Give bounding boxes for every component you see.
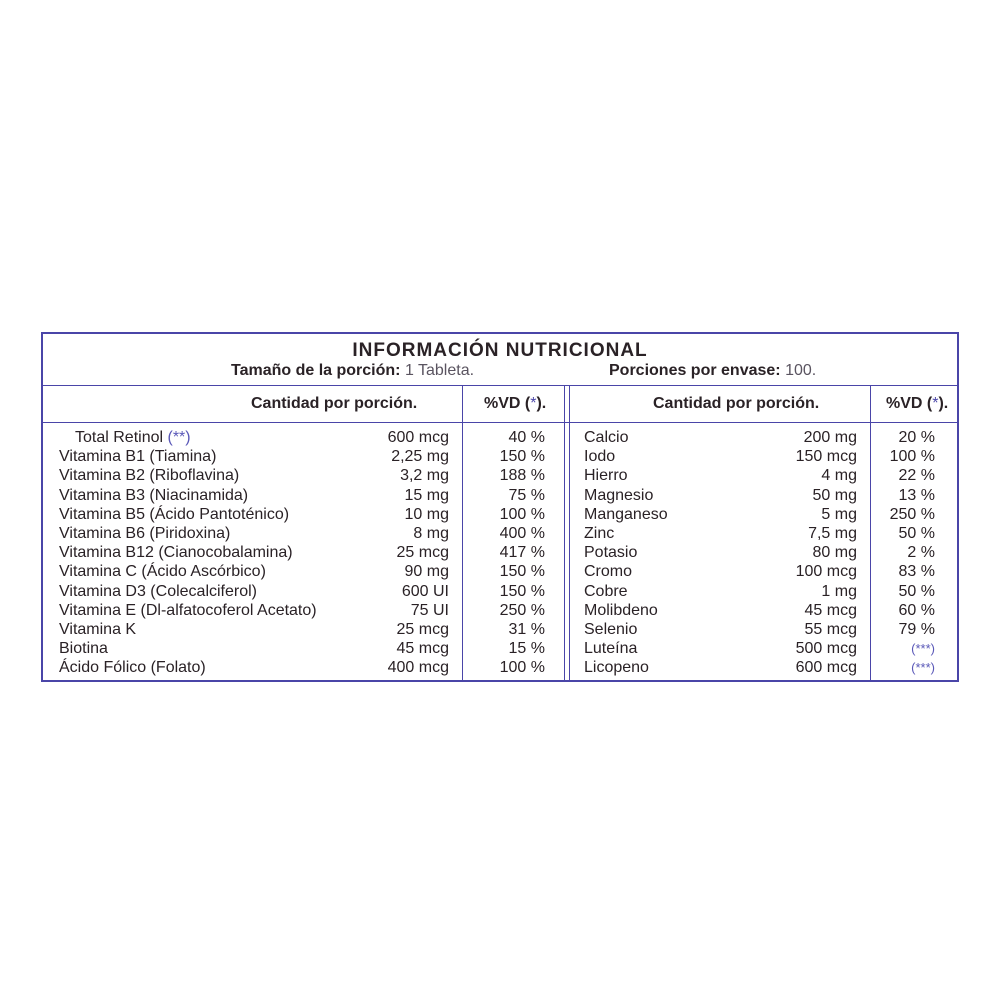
nutrient-note: (**) [167,429,191,446]
nutrient-name [59,447,216,466]
nutrient-name: Luteína [584,640,638,658]
header-divider-top [43,385,957,386]
left-dv-header: %VD (*). [484,395,547,412]
nutrient-dv: 100 % [889,448,935,466]
right-amount-header: Cantidad por porción. [653,395,820,412]
nutrient-name [59,601,317,620]
nutrient-amount: 100 mcg [795,563,857,581]
nutrient-name: Zinc [584,525,615,542]
nutrient-name: Hierro [584,467,628,485]
nutrient-amount: 150 mcg [795,448,857,466]
nutrient-note: (***) [911,660,935,676]
column-divider [870,385,871,682]
nutrient-dv: 60 % [898,601,935,619]
nutrient-note: (***) [911,641,935,657]
nutrient-name [59,466,239,485]
nutrient-dv [877,658,935,677]
nutrient-amount: 200 mg [803,429,857,446]
nutrient-name: Selenio [584,621,638,638]
nutrient-amount: 4 mg [821,467,857,485]
panel-title: INFORMACIÓN NUTRICIONAL [352,340,648,361]
nutrient-name: Manganeso [584,505,668,523]
nutrient-amount: 8 mg [413,525,449,542]
nutrient-dv: 22 % [898,467,935,485]
header-divider-bottom [43,422,957,423]
nutrient-name-text: Vitamina B1 (Tiamina) [59,448,217,466]
nutrient-amount: 25 mcg [396,621,449,638]
nutrient-amount: 600 mcg [387,429,449,446]
nutrient-amount: 1 mg [821,582,857,600]
nutrient-dv: 50 % [898,582,935,600]
nutrient-name [59,582,257,601]
column-divider [462,385,463,682]
nutrient-amount: 25 mcg [396,544,449,562]
serving-size [231,362,474,380]
nutrient-name: Calcio [584,429,629,446]
nutrient-dv: 100 % [499,659,545,677]
column-divider [564,385,565,682]
nutrient-amount: 15 mg [404,486,449,504]
nutrient-name [59,543,293,562]
nutrient-dv: 188 % [499,467,545,485]
nutrient-name-text: Vitamina C (Ácido Ascórbico) [59,563,266,581]
nutrient-name [59,620,136,639]
nutrient-dv: 75 % [508,486,545,504]
nutrient-amount: 5 mg [821,505,857,523]
nutrient-amount: 7,5 mg [808,525,857,542]
nutrient-name-text: Vitamina B2 (Riboflavina) [59,467,240,485]
nutrient-amount: 75 UI [410,601,449,619]
nutrient-name-text: Total Retinol [75,429,168,446]
nutrient-name-text: Ácido Fólico (Folato) [59,659,206,677]
nutrient-name-text: Vitamina B5 (Ácido Pantoténico) [59,505,290,523]
nutrient-name [59,486,248,505]
servings-label: Porciones por envase: [609,362,781,379]
nutrient-dv: 417 % [499,544,545,562]
nutrient-amount: 55 mcg [804,621,857,638]
nutrient-name: Potasio [584,544,638,562]
nutrient-name-text: Vitamina B6 (Piridoxina) [59,525,231,542]
nutrient-name-text: Vitamina D3 (Colecalciferol) [59,582,257,600]
nutrient-amount: 400 mcg [387,659,449,677]
nutrient-dv: 83 % [898,563,935,581]
nutrient-amount: 45 mcg [804,601,857,619]
nutrient-amount: 90 mg [404,563,449,581]
serving-size-label: Tamaño de la porción: [231,362,401,379]
servings-per-container [609,362,816,380]
serving-size-value: 1 Tableta. [404,362,475,379]
nutrient-name: Molibdeno [584,601,658,619]
nutrient-dv: 13 % [898,486,935,504]
nutrient-amount: 2,25 mg [391,448,449,466]
nutrient-name-text: Vitamina E (Dl-alfatocoferol Acetato) [59,601,317,619]
nutrient-dv [877,639,935,658]
nutrient-name [59,505,289,524]
nutrient-name: Cobre [584,582,628,600]
nutrient-dv: 50 % [898,525,935,542]
nutrient-amount: 45 mcg [396,640,449,658]
nutrient-name [59,658,206,677]
nutrient-amount: 3,2 mg [400,467,449,485]
nutrient-name [75,428,191,447]
nutrient-amount: 600 UI [401,582,449,600]
nutrition-facts-panel [41,332,959,682]
nutrient-dv: 150 % [499,448,545,466]
nutrient-dv: 20 % [898,429,935,446]
nutrient-dv: 40 % [508,429,545,446]
nutrient-name [59,524,230,543]
column-divider [569,385,570,682]
nutrient-dv: 31 % [508,621,545,638]
nutrient-dv: 150 % [499,563,545,581]
nutrient-name: Magnesio [584,486,654,504]
nutrient-dv: 79 % [898,621,935,638]
nutrient-dv: 2 % [907,544,935,562]
nutrient-dv: 250 % [889,505,935,523]
nutrient-name-text: Biotina [59,640,108,658]
nutrient-name-text: Vitamina K [59,621,137,638]
right-dv-header: %VD (*). [886,395,949,412]
left-amount-header: Cantidad por porción. [251,395,418,412]
nutrient-dv: 250 % [499,601,545,619]
nutrient-dv: 150 % [499,582,545,600]
nutrient-amount: 500 mcg [795,640,857,658]
nutrient-dv: 15 % [508,640,545,658]
nutrient-dv: 400 % [499,525,545,542]
nutrient-name [59,639,108,658]
nutrient-amount: 600 mcg [795,659,857,677]
nutrient-name: Iodo [584,448,616,466]
nutrient-name-text: Vitamina B12 (Cianocobalamina) [59,544,293,562]
nutrient-amount: 80 mg [812,544,857,562]
nutrient-name: Licopeno [584,659,649,677]
nutrient-amount: 50 mg [812,486,857,504]
nutrient-name: Cromo [584,563,633,581]
servings-value: 100. [785,362,817,379]
nutrient-amount: 10 mg [404,505,449,523]
nutrient-dv: 100 % [499,505,545,523]
nutrient-name-text: Vitamina B3 (Niacinamida) [59,486,249,504]
nutrient-name [59,562,266,581]
